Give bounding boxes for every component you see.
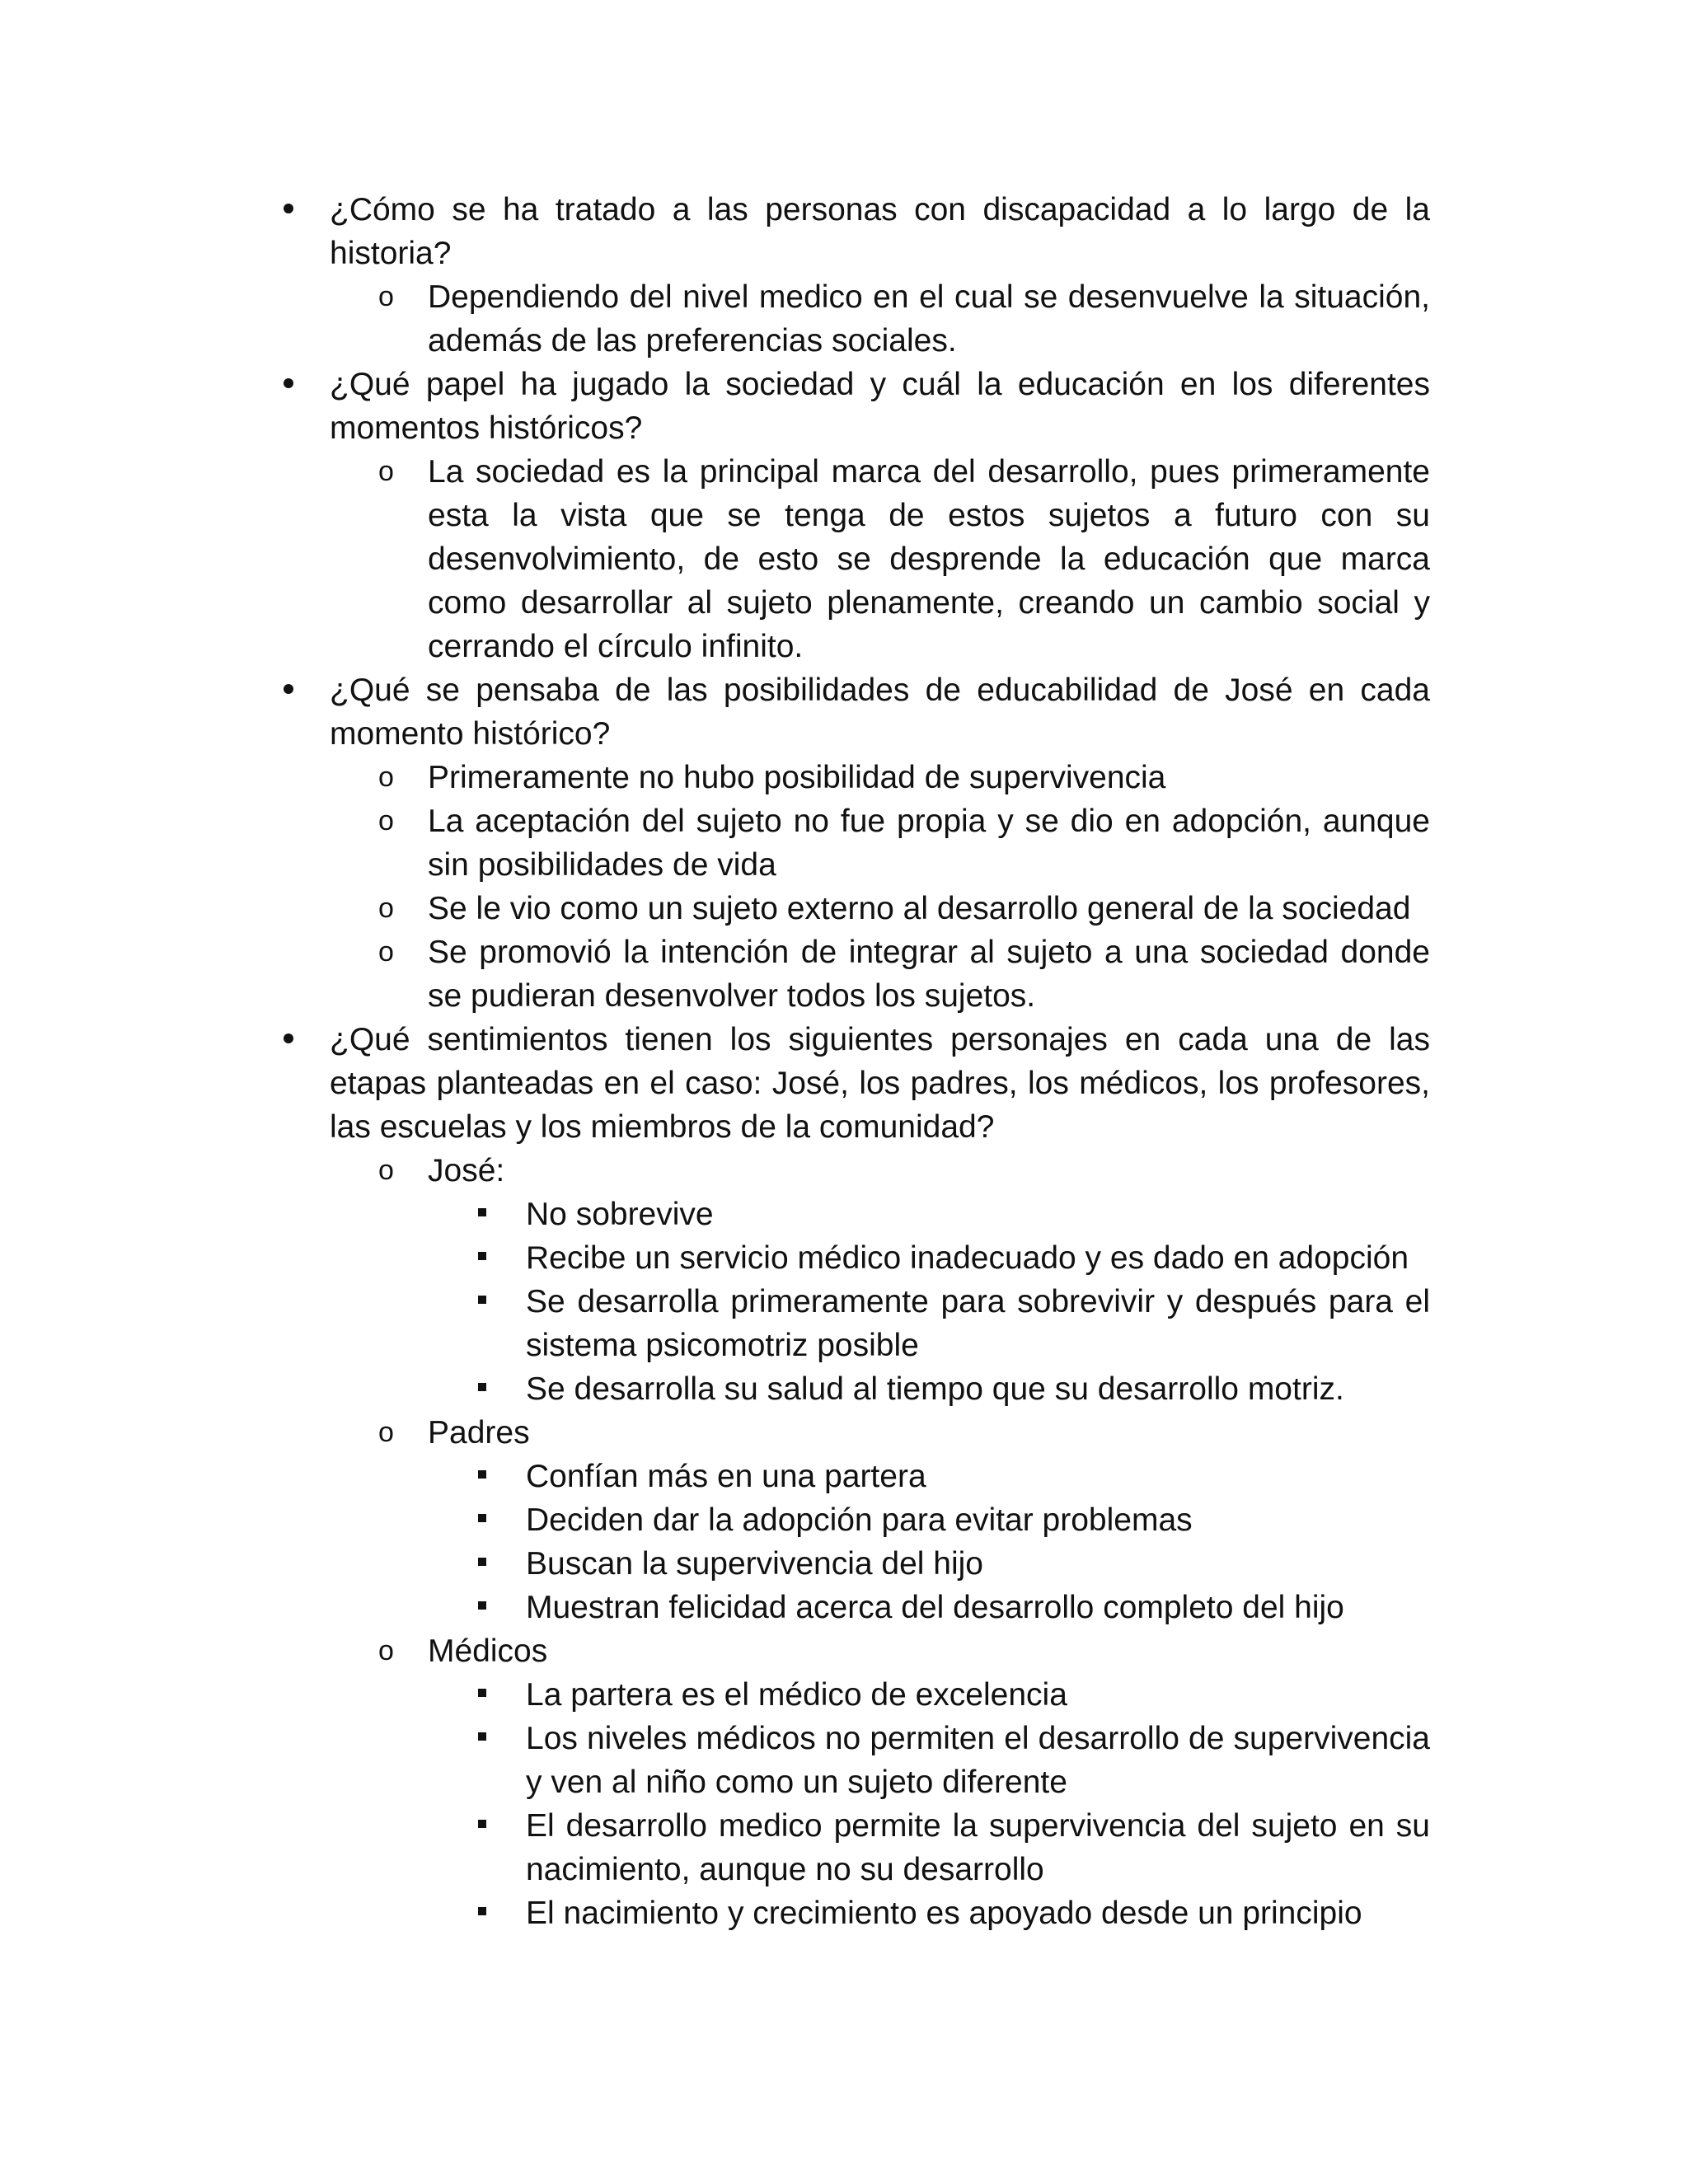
group-item-medicos (378, 1629, 1430, 1935)
list-item (476, 1367, 1430, 1411)
list-item (476, 1542, 1430, 1586)
group-label: Padres (428, 1415, 530, 1451)
square-bullet-icon (476, 1498, 526, 1542)
answer-item (378, 930, 1430, 1018)
list-item-text: Se desarrolla su salud al tiempo que su desarrollo motriz. (526, 1371, 1344, 1407)
bullet-icon (280, 363, 330, 406)
square-bullet-icon (476, 1891, 526, 1935)
group-label: José: (428, 1153, 505, 1188)
list-item-text: Confían más en una partera (526, 1459, 926, 1494)
answer-text: Se le vio como un sujeto externo al desarrollo general de la sociedad (428, 891, 1411, 926)
list-item-text: Buscan la supervivencia del hijo (526, 1546, 983, 1582)
question-text: ¿Qué sentimientos tienen los siguientes personajes en cada una de las etapas planteadas en el caso: José, los padres, los médicos, los profesores, las escuelas y los miembros de la comunidad? (330, 1022, 1430, 1145)
list-item (476, 1236, 1430, 1280)
list-item-text: El desarrollo medico permite la supervivencia del sujeto en su nacimiento, aunque no su desarrollo (526, 1808, 1430, 1887)
list-item (476, 1193, 1430, 1236)
question-item (280, 1018, 1430, 1935)
document-body (280, 188, 1430, 1935)
square-bullet-icon (476, 1586, 526, 1629)
group-item-jose (378, 1149, 1430, 1411)
answer-item (378, 756, 1430, 799)
answer-item (378, 275, 1430, 363)
circle-bullet-icon: o (378, 281, 394, 312)
list-item-text: Los niveles médicos no permiten el desarrollo de supervivencia y ven al niño como un sujeto diferente (526, 1721, 1430, 1800)
sub-list (476, 1455, 1430, 1629)
bullet-icon (280, 188, 330, 232)
square-bullet-icon (476, 1367, 526, 1411)
answer-text: Dependiendo del nivel medico en el cual se desenvuelve la situación, además de las preferencias sociales. (428, 279, 1430, 359)
answer-text: La sociedad es la principal marca del desarrollo, pues primeramente esta la vista que se tenga de estos sujetos a futuro con su desenvolvimiento, de esto se desprende la educación que marca como desarrollar al sujeto plenamente, creando un cambio social y cerrando el círculo infinito. (428, 454, 1430, 664)
square-bullet-icon (476, 1193, 526, 1236)
list-item-text: Deciden dar la adopción para evitar problemas (526, 1502, 1193, 1538)
circle-bullet-icon: o (378, 762, 394, 793)
question-item (280, 188, 1430, 363)
answer-list (378, 756, 1430, 1018)
bullet-icon (280, 668, 330, 712)
list-item (476, 1891, 1430, 1935)
answer-list (378, 275, 1430, 363)
sub-list (476, 1193, 1430, 1411)
list-item (476, 1717, 1430, 1804)
circle-bullet-icon: o (378, 936, 394, 968)
question-item (280, 363, 1430, 668)
square-bullet-icon (476, 1236, 526, 1280)
list-item (476, 1673, 1430, 1717)
answer-item (378, 799, 1430, 887)
list-item (476, 1280, 1430, 1367)
square-bullet-icon (476, 1542, 526, 1586)
list-item-text: Muestran felicidad acerca del desarrollo completo del hijo (526, 1590, 1344, 1625)
list-item-text: Se desarrolla primeramente para sobrevivir y después para el sistema psicomotriz posible (526, 1284, 1430, 1363)
square-bullet-icon (476, 1455, 526, 1498)
question-item (280, 668, 1430, 1018)
question-text: ¿Qué se pensaba de las posibilidades de educabilidad de José en cada momento histórico? (330, 673, 1430, 752)
group-item-padres (378, 1411, 1430, 1629)
group-label: Médicos (428, 1633, 548, 1669)
answer-item (378, 450, 1430, 668)
sub-list (476, 1673, 1430, 1935)
square-bullet-icon (476, 1717, 526, 1760)
circle-bullet-icon: o (378, 1635, 394, 1666)
list-item (476, 1586, 1430, 1629)
square-bullet-icon (476, 1673, 526, 1717)
answer-text: Se promovió la intención de integrar al sujeto a una sociedad donde se pudieran desenvolver todos los sujetos. (428, 935, 1430, 1014)
list-item (476, 1498, 1430, 1542)
question-text: ¿Qué papel ha jugado la sociedad y cuál la educación en los diferentes momentos históricos? (330, 367, 1430, 446)
group-list (378, 1149, 1430, 1935)
list-item-text: No sobrevive (526, 1197, 714, 1232)
list-item (476, 1455, 1430, 1498)
list-item (476, 1804, 1430, 1891)
list-item-text: El nacimiento y crecimiento es apoyado desde un principio (526, 1896, 1362, 1931)
answer-text: Primeramente no hubo posibilidad de supervivencia (428, 760, 1166, 795)
answer-list (378, 450, 1430, 668)
bullet-icon (280, 1018, 330, 1062)
answer-text: La aceptación del sujeto no fue propia y se dio en adopción, aunque sin posibilidades de vida (428, 804, 1430, 883)
list-item-text: Recibe un servicio médico inadecuado y es dado en adopción (526, 1240, 1409, 1276)
circle-bullet-icon: o (378, 1417, 394, 1448)
square-bullet-icon (476, 1280, 526, 1324)
answer-item (378, 887, 1430, 930)
circle-bullet-icon: o (378, 456, 394, 487)
circle-bullet-icon: o (378, 805, 394, 837)
square-bullet-icon (476, 1804, 526, 1848)
circle-bullet-icon: o (378, 1155, 394, 1186)
list-item-text: La partera es el médico de excelencia (526, 1677, 1067, 1713)
circle-bullet-icon: o (378, 893, 394, 924)
question-list (280, 188, 1430, 1935)
question-text: ¿Cómo se ha tratado a las personas con discapacidad a lo largo de la historia? (330, 192, 1430, 271)
